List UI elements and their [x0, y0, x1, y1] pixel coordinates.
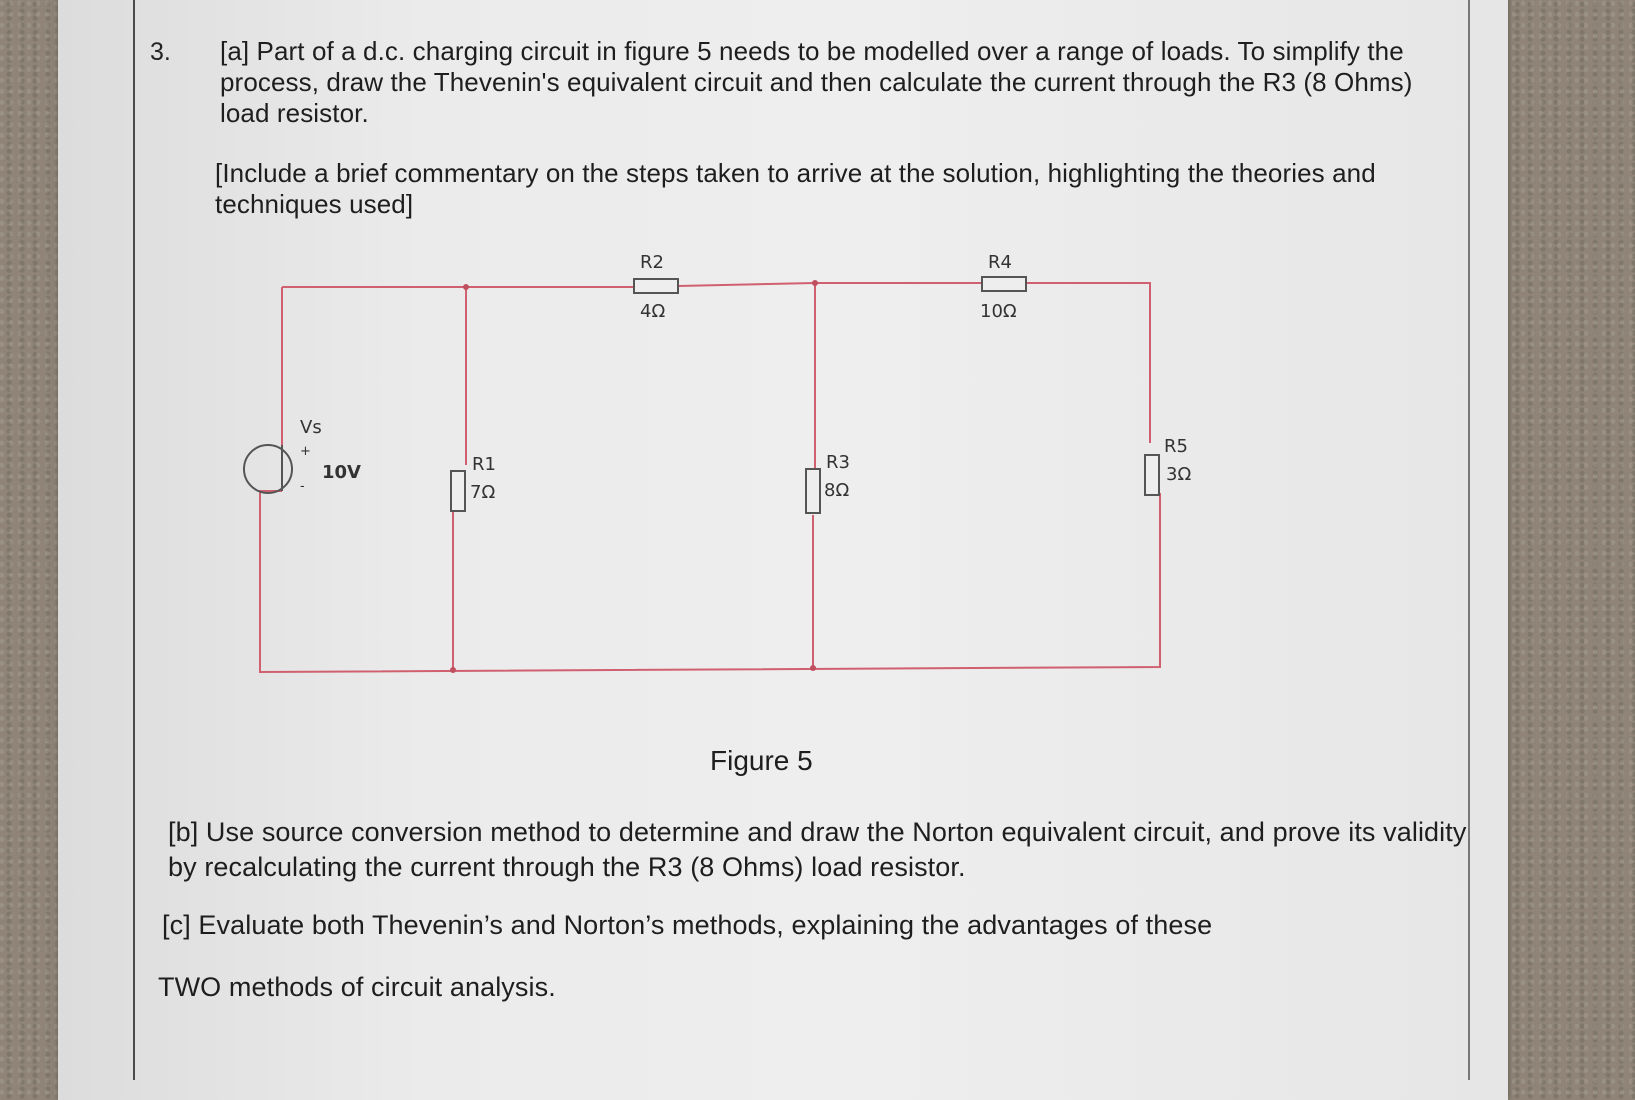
r4-value: 10Ω: [980, 301, 1017, 322]
resistor-r4-symbol: [982, 277, 1026, 291]
voltage-source-symbol: [244, 445, 292, 493]
r5-value: 3Ω: [1166, 464, 1192, 485]
resistor-r3-symbol: [806, 469, 820, 513]
r1-name: R1: [472, 454, 496, 475]
part-c-line1: [c] Evaluate both Thevenin’s and Norton’s methods, explaining the advantages of these: [162, 910, 1213, 940]
resistor-r5-symbol: [1145, 455, 1159, 495]
r3-name: R3: [826, 452, 850, 473]
r2-value: 4Ω: [640, 301, 666, 322]
r1-value: 7Ω: [470, 482, 496, 503]
r5-name: R5: [1164, 436, 1188, 457]
part-b: [b] Use source conversion method to determine and draw the Norton equivalent circuit, and prove its validity by recalculating the current through the R3 (8 Ohms) load resistor.: [168, 817, 1467, 882]
question-number: 3.: [150, 38, 171, 66]
figure-caption: Figure 5: [710, 745, 813, 776]
circuit-nodes: [450, 280, 818, 673]
part-a-intro: [a] Part of a d.c. charging circuit in figure 5 needs to be modelled over a range of loads. To simplify the process, draw the Thevenin's equivalent circuit and then calculate the current through the R3 (8 Ohms) load resistor.: [220, 36, 1413, 128]
source-value: 10V: [322, 462, 361, 483]
source-plus: +: [300, 444, 311, 459]
source-minus: -: [300, 479, 305, 494]
resistor-r2-symbol: [634, 279, 678, 293]
source-name: Vs: [300, 417, 322, 438]
r4-name: R4: [988, 252, 1012, 273]
part-a-note: [Include a brief commentary on the steps taken to arrive at the solution, highlighting the theories and techniques used]: [215, 158, 1376, 219]
circuit-wires: [260, 283, 1160, 672]
r2-name: R2: [640, 252, 664, 273]
resistor-r1-symbol: [451, 471, 465, 511]
r3-value: 8Ω: [824, 480, 850, 501]
part-c-line2: TWO methods of circuit analysis.: [158, 972, 556, 1002]
